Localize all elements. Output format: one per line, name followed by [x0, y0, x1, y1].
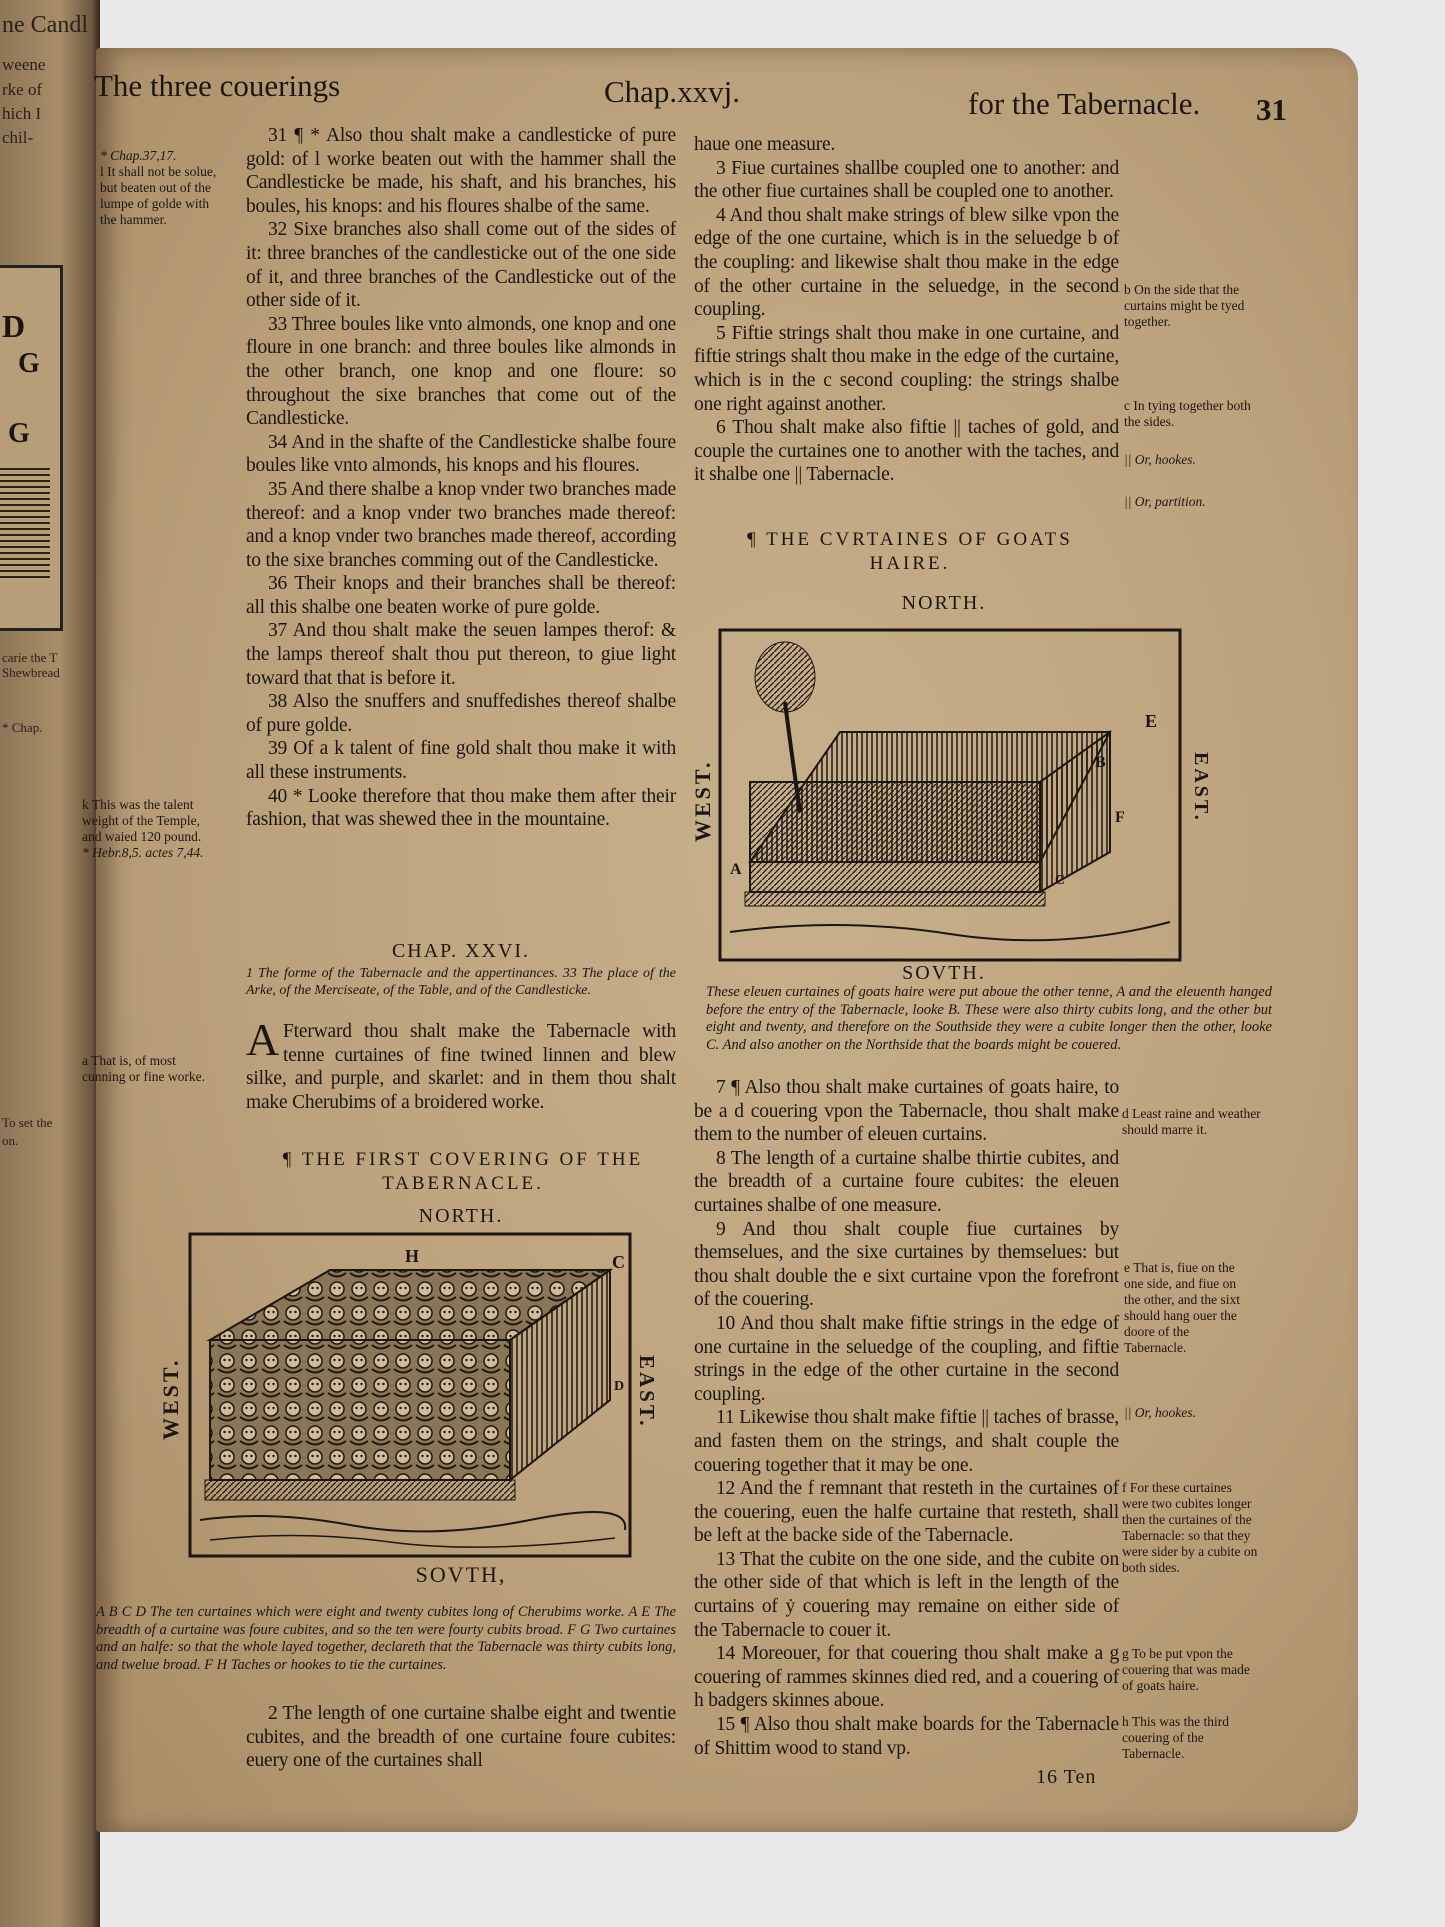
woodcut-goats-hair-curtaines	[690, 622, 1230, 967]
left-column-verses	[246, 124, 676, 832]
margin-note: d Least raine and weather should marre it.	[1122, 1106, 1261, 1137]
margin-note: a That is, of most cunning or fine worke.	[82, 1053, 205, 1084]
facing-fragment: rke of	[2, 80, 43, 99]
facing-fragment: carie the T	[2, 650, 58, 665]
right-column-verses	[694, 1076, 1119, 1760]
facing-fragment: Shewbread	[2, 665, 60, 680]
facing-fragment: * Chap.	[2, 720, 43, 735]
woodcut-label: F	[1115, 809, 1125, 826]
compass-south: SOVTH,	[415, 1562, 507, 1587]
woodcut-label: H	[405, 1246, 420, 1266]
figure-caption: These eleuen curtaines of goats haire were put aboue the other tenne, A and the eleuenth hanged before the entry of the Tabernacle, looke B. These were also thirty cubits long, and the other but eight and twenty, and therefore on the Southside they were a cubite longer then the other, looke C. And also another on the Northside that the boards might be couered.	[706, 984, 1272, 1053]
verse-1	[246, 1014, 676, 1114]
woodcut-label: A	[730, 861, 742, 878]
verse: 39 Of a k talent of fine gold shalt thou make it with all these instruments.	[246, 738, 676, 784]
verse: 36 Their knops and their branches shall be thereof: all this shalbe one beaten worke of pure golde.	[246, 573, 676, 618]
margin-note: || Or, partition.	[1124, 494, 1206, 509]
compass-north: NORTH.	[418, 1205, 504, 1227]
figure-heading: ¶ THE CVRTAINES OF GOATS HAIRE.	[747, 529, 1073, 574]
note-ref: * Hebr.8,5. actes 7,44.	[82, 845, 204, 860]
verse: 13 That the cubite on the one side, and the cubite on the other side of that which is left in the length of the curtains of ẏ couering may remaine on either side of the Tabernacle to couer it.	[694, 1548, 1119, 1641]
verse: 10 And thou shalt make fiftie strings in the edge of one curtaine in the seluedge of the coupling, and fiftie strings in the edge of the other curtaine in the second coupling.	[694, 1312, 1119, 1405]
compass-east: EAST.	[1190, 752, 1212, 823]
margin-note: || Or, hookes.	[1124, 452, 1196, 467]
compass-east: EAST.	[635, 1355, 659, 1429]
running-head-left: The three couerings	[94, 68, 341, 103]
woodcut-label: D	[614, 1379, 625, 1394]
note-ref: * Chap.37,17.	[100, 148, 177, 163]
facing-page-edge	[0, 0, 100, 1927]
woodcut-label: B	[1095, 754, 1106, 771]
verse: 12 And the f remnant that resteth in the curtaines of the couering, euen the halfe curtaine that resteth, shall be left at the backe side of the Tabernacle.	[694, 1478, 1119, 1547]
note-text: l It shall not be solue, but beaten out of the lumpe of golde with the hammer.	[100, 164, 217, 227]
margin-note	[100, 148, 225, 228]
woodcut-label: E	[1145, 711, 1158, 731]
woodcut-label: C	[612, 1252, 625, 1272]
verse: 4 And thou shalt make strings of blew silke vpon the edge of the one curtaine, which is in the seluedge b of the coupling: and likewise shalt thou make in the edge of the other curtaine in the seluedge, in the second coupling.	[694, 204, 1119, 321]
facing-fragment: chil-	[2, 128, 34, 147]
chapter-summary: 1 The forme of the Tabernacle and the appertinances. 33 The place of the Arke, of the Merciseate, of the Table, and of the Candlesticke.	[246, 966, 676, 998]
verse: 11 Likewise thou shalt make fiftie || taches of brasse, and fasten them on the strings, and shalt couple the couering together that it may be one.	[694, 1407, 1119, 1476]
verse: 40 * Looke therefore that thou make them after their fashion, that was shewed thee in the mountaine.	[246, 785, 676, 831]
facing-fragment: To set the	[2, 1115, 53, 1130]
figure-caption: A B C D The ten curtaines which were eight and twenty cubites long of Cherubims worke. A E The breadth of a curtaine was foure cubites, and so the ten were fourty cubits broad. F G Two curtaines and an halfe: so that the whole layed together, declareth that the Tabernacle was thirty cubits long, and twelue broad. F H Taches or hookes to tie the curtaines.	[96, 1604, 676, 1673]
compass-north: NORTH.	[901, 592, 987, 614]
verse: haue one measure.	[694, 134, 836, 155]
verse: 8 The length of a curtaine shalbe thirtie cubites, and the breadth of a curtaine foure cubites: the eleuen curtaines shalbe of one measure.	[694, 1147, 1119, 1216]
margin-note	[82, 797, 222, 861]
page-number: 31	[1256, 92, 1287, 127]
margin-note: g To be put vpon the couering that was made of goats haire.	[1122, 1646, 1250, 1693]
verse: 38 Also the snuffers and snuffedishes thereof shalbe of pure golde.	[246, 691, 676, 736]
verse-2	[246, 1702, 676, 1773]
drop-cap: A	[246, 1014, 280, 1065]
woodcut-label: C	[1055, 873, 1066, 888]
catchword: 16 Ten	[1036, 1766, 1097, 1788]
figure-heading: ¶ THE FIRST COVERING OF THE TABERNACLE.	[282, 1149, 644, 1194]
verse: 7 ¶ Also thou shalt make curtaines of goats haire, to be a d couering vpon the Tabernacle, thou shalt make them to the number of eleuen curtains.	[694, 1077, 1119, 1146]
note-text: k This was the talent weight of the Temple, and waied 120 pound.	[82, 797, 202, 844]
margin-note: c In tying together both the sides.	[1124, 398, 1251, 429]
verse: 9 And thou shalt couple fiue curtaines by themselues, and the sixe curtaines by themselues: but thou shalt double the e sixt curtaine vpon the forefront of the couering.	[694, 1218, 1119, 1311]
running-head-chapter: Chap.xxvj.	[604, 74, 741, 109]
facing-fragment: hich I	[2, 104, 42, 123]
verse: 34 And in the shafte of the Candlesticke shalbe foure boules like vnto almonds, his knops and his floures.	[246, 431, 676, 477]
facing-fragment: G	[18, 348, 40, 379]
verse: 2 The length of one curtaine shalbe eight and twentie cubites, and the breadth of one curtaine foure cubites: euery one of the curtaines shall	[246, 1703, 676, 1772]
facing-fragment: G	[8, 418, 30, 449]
verse: 33 Three boules like vnto almonds, one knop and one floure in one branch: and three boules like almonds in the other branch, one knop and one floure: so throughout the sixe branches that come out of the Candlesticke.	[246, 313, 676, 430]
facing-page-woodcut	[0, 265, 63, 631]
facing-fragment: weene	[2, 55, 46, 74]
margin-note: || Or, hookes.	[1124, 1405, 1196, 1420]
compass-west: WEST.	[690, 759, 715, 842]
right-column-top-verses	[694, 133, 1119, 487]
verse: 15 ¶ Also thou shalt make boards for the Tabernacle of Shittim wood to stand vp.	[694, 1714, 1119, 1759]
running-head-right: for the Tabernacle.	[968, 86, 1201, 121]
margin-note: e That is, fiue on the one side, and fiue on the other, and the sixt should hang ouer the doore of the Tabernacle.	[1124, 1260, 1241, 1355]
verse: 31 ¶ * Also thou shalt make a candlesticke of pure gold: of l worke beaten out with the hammer shall the Candlesticke be made, his shaft, and his branches, his boules, his knops: and his floures shalbe of the same.	[246, 125, 676, 217]
facing-fragment: on.	[2, 1133, 19, 1148]
verse-text: Fterward thou shalt make the Tabernacle with tenne curtaines of fine twined linnen and blew silke, and purple, and skarlet: and in them thou shalt make Cherubims of a broidered worke.	[246, 1021, 676, 1113]
verse: 32 Sixe branches also shall come out of the sides of it: three branches of the candlesticke out of the one side of it, and three branches of the Candlesticke out of the other side of it.	[246, 219, 676, 312]
margin-note: b On the side that the curtains might be tyed together.	[1124, 282, 1245, 329]
facing-fragment: D	[2, 308, 26, 344]
woodcut-first-covering	[150, 1230, 690, 1560]
compass-west: WEST.	[158, 1357, 183, 1440]
verse: 35 And there shalbe a knop vnder two branches made thereof: and a knop vnder two branches made thereof: and a knop vnder two branches made thereof, according to the sixe branches comming out of the Candlesticke.	[246, 478, 676, 571]
verse: 3 Fiue curtaines shallbe coupled one to another: and the other fiue curtaines shall be coupled one to another.	[694, 157, 1119, 203]
margin-note: h This was the third couering of the Tabernacle.	[1122, 1714, 1229, 1761]
verse: 37 And thou shalt make the seuen lampes therof: & the lamps thereof shalt thou put thereon, to giue light toward that that is before it.	[246, 620, 676, 689]
verse: 5 Fiftie strings shalt thou make in one curtaine, and fiftie strings shalt thou make in the edge of the curtaine, which is in the c second coupling: the strings shalbe one right against another.	[694, 322, 1119, 415]
verse: 14 Moreouer, for that couering thou shalt make a g couering of rammes skinnes died red, and a couering of h badgers skinnes aboue.	[694, 1643, 1119, 1712]
compass-south: SOVTH.	[902, 962, 986, 984]
chapter-heading: CHAP. XXVI.	[391, 940, 531, 962]
margin-note: f For these curtaines were two cubites longer then the curtaines of the Tabernacle: so that they were sider by a cubite on both sides.	[1122, 1480, 1258, 1575]
facing-fragment: ne Candl	[2, 12, 88, 38]
verse: 6 Thou shalt make also fiftie || taches of gold, and couple the curtaines one to another with the taches, and it shalbe one || Tabernacle.	[694, 417, 1119, 486]
